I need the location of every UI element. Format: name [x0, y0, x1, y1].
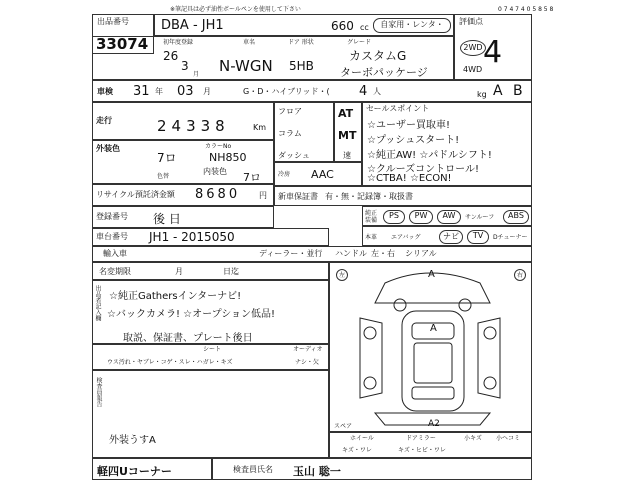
inspection-label: 車検	[97, 87, 113, 96]
inspector-report	[92, 370, 329, 458]
new-car-label: 新車保証書	[278, 192, 318, 201]
color-code: NH850	[209, 151, 247, 164]
usage-field: 自家用・レンタ・	[373, 18, 451, 33]
sales-point-5: ☆CTBA! ☆ECON!	[367, 173, 452, 184]
equipment-label: 純正装備	[365, 210, 378, 224]
month-unit: 月	[193, 71, 200, 78]
chassis-number: JH1 - 2015050	[149, 230, 235, 244]
sales-point-1: ☆ユーザー買取車!	[367, 120, 450, 131]
equip-abs: ABS	[503, 210, 529, 224]
inspector-name-box	[212, 458, 532, 480]
inspector-section-label: 検査員報告	[95, 377, 102, 407]
gear-block	[334, 102, 362, 162]
recycle-row	[92, 184, 274, 206]
recycle-value: 8680	[195, 187, 241, 202]
car-name: N-WGN	[219, 57, 273, 75]
speed-label: 速	[343, 151, 351, 160]
car-info-row	[92, 36, 483, 80]
recycle-label: リサイクル預託済金額	[96, 190, 175, 199]
floor-label: フロア	[278, 107, 302, 116]
aircon-block	[274, 162, 362, 186]
fuel-type: G・D・ハイブリッド・(	[243, 87, 330, 96]
mirror-label: ドアミラー	[406, 435, 436, 442]
wheel-label: ホイール	[350, 435, 374, 442]
color-row	[92, 140, 274, 184]
equip-sunroof: サンルーフ	[465, 214, 495, 221]
seat-audio-row	[92, 344, 329, 370]
sales-point-4: ☆クルーズコントロール!	[367, 164, 479, 175]
equip-pw: PW	[409, 210, 433, 224]
car-name-label: 車名	[243, 39, 256, 46]
damage-mark-rear: A2	[428, 419, 440, 429]
handle-label: ハンドル	[335, 249, 367, 258]
inspection-month: 03	[177, 84, 194, 99]
leather-label: 本革	[365, 234, 378, 241]
displacement: 660	[331, 19, 354, 33]
inspection-month-unit: 月	[203, 87, 211, 96]
inspector-name-label: 検査員氏名	[233, 465, 273, 474]
damage-mark-front: A	[428, 269, 435, 280]
mt-label: MT	[338, 129, 357, 142]
mileage-row	[92, 102, 274, 140]
inspection-row	[92, 80, 532, 102]
inspector-note: 外装うすA	[109, 435, 156, 446]
mileage-unit: Km	[253, 123, 267, 132]
drive-2wd-text: 2WD	[463, 43, 483, 52]
equipment-row-1	[362, 206, 532, 226]
audio-condition: ナシ・欠	[295, 359, 319, 366]
import-row	[92, 246, 532, 262]
registration-row	[92, 206, 274, 228]
corner-box	[92, 458, 212, 480]
dash-label: ダッシュ	[278, 151, 310, 160]
exterior-color-label: 外装色	[96, 144, 120, 153]
diagram-right-label: 右	[516, 272, 523, 279]
exhibit-number-label: 出品番号	[97, 17, 129, 26]
small-scratch-label: 小キズ	[464, 435, 482, 442]
seat-label: シート	[203, 346, 222, 353]
first-reg-month: 3	[181, 59, 189, 73]
damage-diagram	[329, 262, 532, 432]
exterior-grade: B	[513, 83, 523, 99]
diagram-right-marker	[514, 269, 526, 281]
small-dent-label: 小ヘコミ	[496, 435, 521, 442]
note-line-2: ☆バックカメラ! ☆オープション低品!	[107, 309, 276, 320]
at-label: AT	[338, 107, 354, 120]
seller-notes	[92, 280, 329, 344]
drive-4wd: 4WD	[463, 65, 483, 74]
interior-color-label: 内装色	[203, 167, 227, 176]
sales-point-3: ☆純正AW! ☆パドルシフト!	[367, 150, 492, 161]
import-label: 輸入車	[103, 249, 127, 258]
model-code: DBA - JH1	[161, 18, 224, 33]
spare-label: スペア	[334, 423, 353, 430]
expiry-row	[92, 262, 329, 280]
mirror-condition: キズ・ヒビ・ワレ	[398, 447, 446, 454]
expiry-month: 月	[175, 267, 183, 276]
mileage-label: 走行	[96, 116, 112, 125]
seller-section-label: 出品者記入欄	[94, 285, 101, 321]
chassis-row	[92, 228, 329, 246]
aircon-label: 冷房	[278, 171, 291, 178]
audio-label: オーディオ	[293, 346, 323, 353]
door-shape: 5HB	[289, 59, 314, 73]
wheel-condition: キズ・ワレ	[342, 447, 372, 454]
recycle-unit: 円	[259, 191, 267, 200]
seat-condition: ウス汚れ・ヤブレ・コゲ・スレ・ハガレ・キズ	[107, 359, 233, 366]
interior-color: 7ロ	[243, 171, 261, 184]
parts-row	[329, 432, 532, 458]
grade-line1: カスタムG	[349, 49, 407, 63]
new-car-items: 有・無・記録簿・取扱書	[325, 192, 413, 201]
equipment-row-2	[362, 226, 532, 246]
model-row	[154, 14, 454, 36]
registration-label: 登録番号	[96, 212, 128, 221]
color-code-label: カラーNo	[205, 143, 232, 150]
note-line-1: ☆純正Gathersインターナビ!	[109, 291, 242, 302]
equip-dtuner: Dチューナー	[493, 234, 528, 241]
grade-label: グレード	[347, 39, 372, 46]
serial-label: シリアル	[405, 249, 437, 258]
door-label: ドア 形状	[288, 39, 314, 46]
inspection-year: 31	[133, 84, 150, 99]
exterior-color: 7ロ	[157, 151, 177, 165]
aircon-value: AAC	[311, 168, 334, 181]
seat-unit: 人	[373, 87, 381, 96]
first-reg-year: 26	[163, 49, 179, 63]
equip-navi: ナビ	[439, 230, 463, 244]
weight-unit: kg	[477, 90, 487, 99]
color-change-note: 色替	[157, 173, 170, 180]
chassis-label: 車台番号	[96, 232, 128, 241]
seat-count: 4	[359, 84, 368, 99]
grade-line2: ターボパッケージ	[340, 66, 428, 79]
equip-airbag: エアバッグ	[391, 234, 421, 241]
damage-mark-roof: A	[430, 323, 437, 334]
sales-points-label: セールスポイント	[366, 104, 430, 113]
score-label: 評価点	[459, 17, 483, 26]
diagram-left-marker	[336, 269, 348, 281]
sales-points	[362, 102, 532, 186]
mileage-value: 24338	[157, 117, 230, 135]
expiry-label: 名変期限	[99, 267, 131, 276]
transmission-block	[274, 102, 334, 162]
car-outline	[330, 263, 531, 431]
serial-number: 0 7 4 7 4 0 5 8 5 8	[498, 6, 554, 13]
equip-aw: AW	[437, 210, 461, 224]
drive-2wd	[460, 40, 486, 56]
exhibit-number: 33074	[96, 35, 149, 53]
sales-point-2: ☆プッシュスタート!	[367, 135, 460, 146]
interior-grade: A	[493, 83, 503, 99]
inspector-name: 玉山 聡一	[293, 465, 341, 478]
handle-side: 左・右	[371, 249, 395, 258]
equip-tv: TV	[467, 230, 489, 244]
inspection-year-unit: 年	[155, 87, 163, 96]
equip-ps: PS	[383, 210, 405, 224]
dealer-parallel: ディーラー・並行	[259, 249, 323, 258]
displacement-unit: cc	[360, 23, 369, 32]
first-reg-label: 初年度登録	[163, 39, 194, 46]
corner-name: 軽四Uコーナー	[97, 465, 172, 478]
diagram-left-label: 左	[338, 272, 345, 279]
registration-value: 後 日	[153, 212, 181, 226]
score-value: 4	[483, 35, 503, 70]
pen-notice: ※筆記具は必ず油性ボールペンを使用して下さい	[170, 6, 301, 13]
new-car-row	[274, 186, 532, 206]
expiry-day: 日迄	[223, 267, 239, 276]
column-label: コラム	[278, 129, 302, 138]
note-line-3: 取説、保証書、プレート後日	[123, 333, 253, 344]
